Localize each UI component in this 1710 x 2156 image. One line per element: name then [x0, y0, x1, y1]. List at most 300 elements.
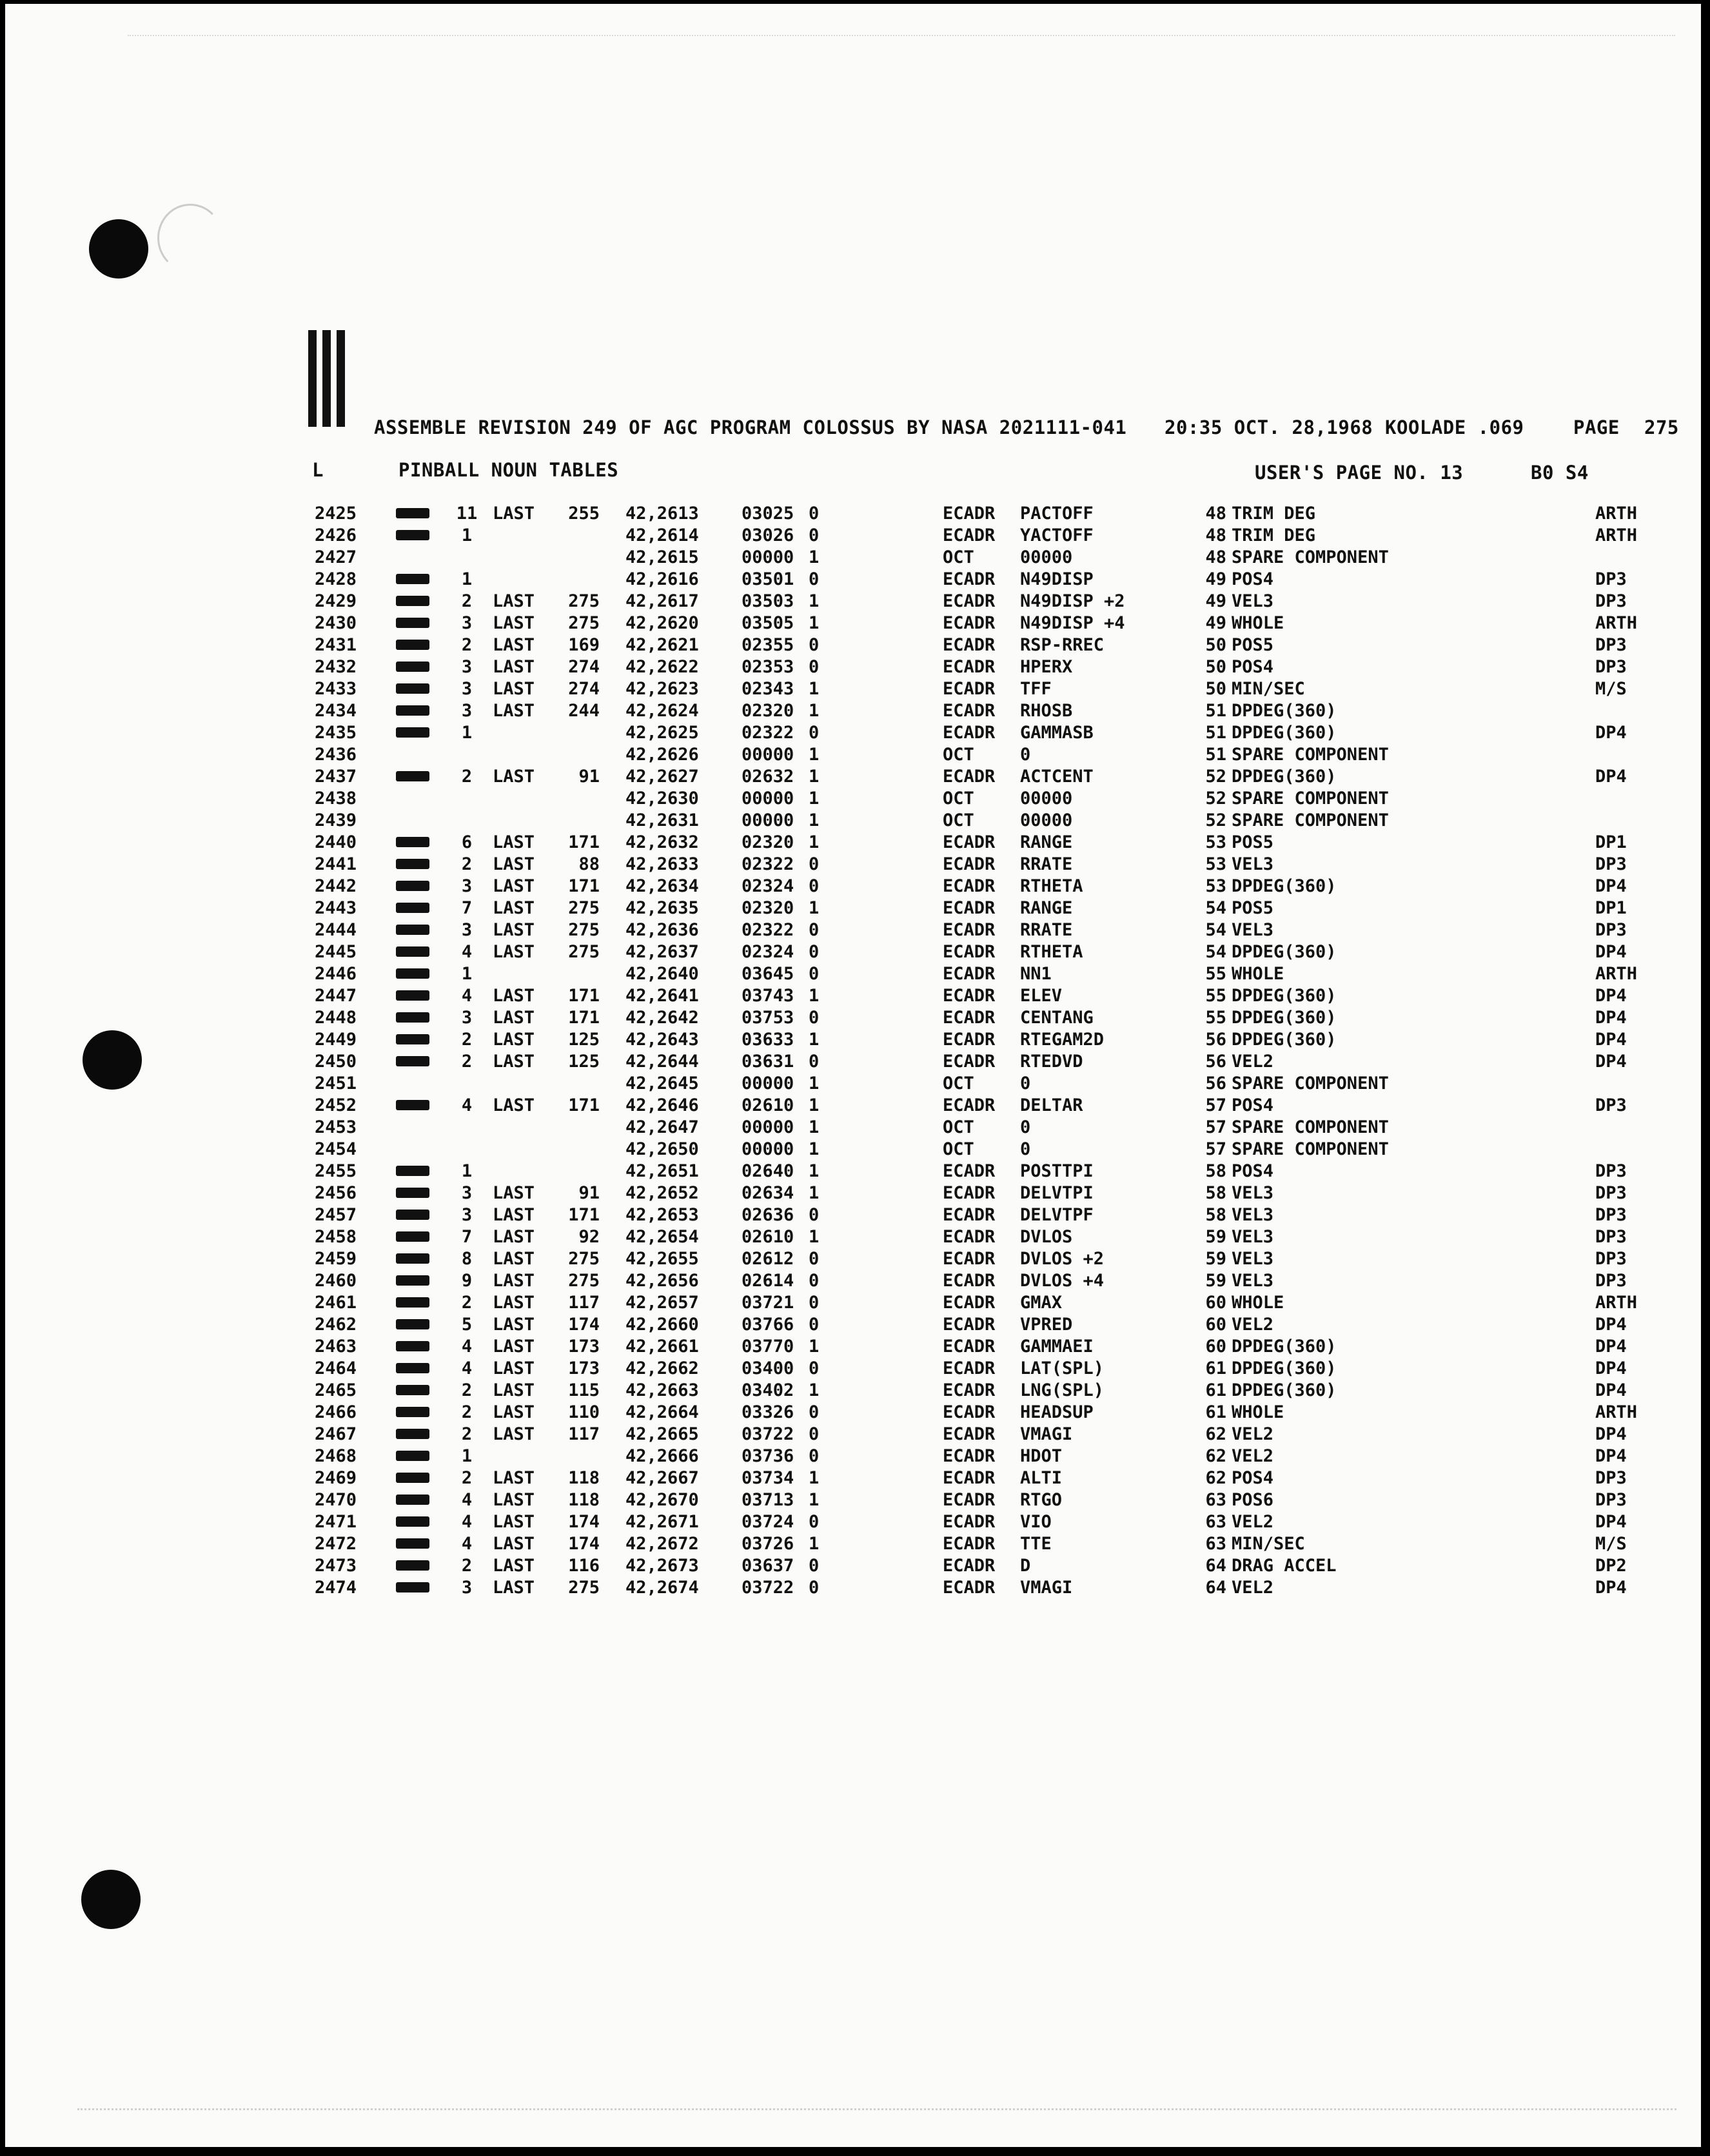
cell-addr: 42,2615: [625, 547, 699, 567]
cell-oct: 03721: [742, 1293, 794, 1313]
cell-mult: 2: [461, 591, 473, 611]
cell-name: RRATE: [1020, 920, 1073, 940]
bank-code: B0 S4: [1531, 462, 1589, 484]
cell-flag: 0: [809, 876, 820, 896]
cell-addr: 42,2671: [625, 1512, 699, 1532]
ref-mark: [396, 1538, 429, 1549]
cell-noun: 56: [1205, 1030, 1226, 1050]
cell-last: LAST: [493, 1402, 535, 1422]
cell-addr: 42,2662: [625, 1358, 699, 1378]
cell-noun: 50: [1205, 657, 1226, 677]
ref-mark: [396, 1341, 429, 1351]
cell-num: 2467: [315, 1424, 357, 1444]
cell-desc: VEL2: [1232, 1578, 1274, 1598]
ref-mark: [396, 1297, 429, 1308]
cell-scale: DP4: [1595, 1052, 1627, 1072]
cell-flag: 1: [809, 745, 820, 765]
cell-name: GAMMAEI: [1020, 1337, 1094, 1357]
cell-addr: 42,2646: [625, 1095, 699, 1115]
cell-mult: 2: [461, 1424, 473, 1444]
table-row: [0, 1424, 1710, 1446]
table-row: [0, 1380, 1710, 1402]
page-number: 275: [1644, 416, 1679, 438]
cell-last: LAST: [493, 1030, 535, 1050]
cell-scale: DP4: [1595, 1446, 1627, 1466]
cell-num: 2449: [315, 1030, 357, 1050]
table-row: [0, 832, 1710, 854]
table-row: [0, 1489, 1710, 1511]
cell-oct: 03025: [742, 504, 794, 524]
cell-addr: 42,2647: [625, 1117, 699, 1137]
cell-last: LAST: [493, 1424, 535, 1444]
cell-noun: 58: [1205, 1205, 1226, 1225]
table-row: [0, 1577, 1710, 1599]
cell-noun: 52: [1205, 767, 1226, 787]
cell-flag: 1: [809, 789, 820, 808]
cell-op: ECADR: [943, 1161, 996, 1181]
cell-name: DVLOS +4: [1020, 1271, 1105, 1291]
cell-flag: 1: [809, 767, 820, 787]
ref-mark: [396, 1516, 429, 1527]
cell-scale: DP3: [1595, 635, 1627, 655]
cell-name: DELVTPF: [1020, 1205, 1094, 1225]
table-row: [0, 1270, 1710, 1292]
cell-last: LAST: [493, 1380, 535, 1400]
cell-op: ECADR: [943, 1293, 996, 1313]
cell-noun: 63: [1205, 1534, 1226, 1554]
table-row: [0, 1182, 1710, 1204]
cell-name: VIO: [1020, 1512, 1052, 1532]
cell-last: LAST: [493, 1490, 535, 1510]
ref-mark: [396, 1210, 429, 1220]
cell-mult: 2: [461, 1293, 473, 1313]
cell-scale: DP3: [1595, 569, 1627, 589]
ref-mark: [396, 727, 429, 738]
cell-addr: 42,2672: [625, 1534, 699, 1554]
cell-num: 2457: [315, 1205, 357, 1225]
cell-addr: 42,2633: [625, 854, 699, 874]
cell-addr: 42,2665: [625, 1424, 699, 1444]
cell-lv: 174: [568, 1315, 600, 1335]
cell-num: 2438: [315, 789, 357, 808]
cell-num: 2464: [315, 1358, 357, 1378]
cell-mult: 3: [461, 679, 473, 699]
cell-addr: 42,2645: [625, 1073, 699, 1093]
cell-oct: 03400: [742, 1358, 794, 1378]
cell-desc: VEL2: [1232, 1315, 1274, 1335]
table-row: [0, 547, 1710, 569]
section-title: PINBALL NOUN TABLES: [398, 459, 619, 481]
cell-oct: 00000: [742, 789, 794, 808]
cell-noun: 52: [1205, 789, 1226, 808]
cell-num: 2435: [315, 723, 357, 743]
cell-name: D: [1020, 1556, 1031, 1576]
cell-mult: 4: [461, 986, 473, 1006]
cell-op: ECADR: [943, 1052, 996, 1072]
cell-op: ECADR: [943, 920, 996, 940]
cell-num: 2439: [315, 810, 357, 830]
cell-oct: 02640: [742, 1161, 794, 1181]
table-row: [0, 1117, 1710, 1139]
cell-oct: 02634: [742, 1183, 794, 1203]
cell-oct: 02355: [742, 635, 794, 655]
table-row: [0, 569, 1710, 591]
cell-desc: SPARE COMPONENT: [1232, 810, 1389, 830]
cell-scale: M/S: [1595, 1534, 1627, 1554]
margin-bars-mark: [308, 330, 353, 427]
cell-lv: 275: [568, 1578, 600, 1598]
cell-flag: 0: [809, 942, 820, 962]
cell-num: 2468: [315, 1446, 357, 1466]
table-row: [0, 854, 1710, 876]
cell-op: ECADR: [943, 1315, 996, 1335]
cell-scale: DP4: [1595, 1008, 1627, 1028]
cell-name: 0: [1020, 745, 1031, 765]
cell-desc: SPARE COMPONENT: [1232, 547, 1389, 567]
cell-noun: 59: [1205, 1227, 1226, 1247]
cell-name: ACTCENT: [1020, 767, 1094, 787]
cell-op: ECADR: [943, 1446, 996, 1466]
cell-op: ECADR: [943, 1578, 996, 1598]
cell-desc: DPDEG(360): [1232, 1030, 1337, 1050]
cell-name: 00000: [1020, 789, 1073, 808]
cell-name: 00000: [1020, 810, 1073, 830]
cell-oct: 03631: [742, 1052, 794, 1072]
cell-last: LAST: [493, 876, 535, 896]
cell-last: LAST: [493, 1052, 535, 1072]
ref-mark: [396, 1275, 429, 1286]
cell-last: LAST: [493, 613, 535, 633]
cell-addr: 42,2614: [625, 525, 699, 545]
cell-noun: 48: [1205, 525, 1226, 545]
cell-oct: 02320: [742, 832, 794, 852]
cell-addr: 42,2641: [625, 986, 699, 1006]
cell-op: ECADR: [943, 1030, 996, 1050]
cell-addr: 42,2657: [625, 1293, 699, 1313]
cell-noun: 62: [1205, 1468, 1226, 1488]
cell-noun: 54: [1205, 898, 1226, 918]
cell-num: 2430: [315, 613, 357, 633]
cell-scale: ARTH: [1595, 1293, 1638, 1313]
cell-flag: 0: [809, 657, 820, 677]
cell-op: OCT: [943, 547, 974, 567]
cell-scale: DP3: [1595, 1490, 1627, 1510]
cell-mult: 2: [461, 854, 473, 874]
cell-oct: 02636: [742, 1205, 794, 1225]
cell-mult: 7: [461, 1227, 473, 1247]
punch-hole-bottom: [81, 1870, 141, 1929]
cell-op: ECADR: [943, 1095, 996, 1115]
cell-op: ECADR: [943, 942, 996, 962]
cell-mult: 3: [461, 1578, 473, 1598]
cell-flag: 1: [809, 1337, 820, 1357]
ref-mark: [396, 859, 429, 869]
cell-flag: 0: [809, 1512, 820, 1532]
ref-mark: [396, 1056, 429, 1066]
cell-op: ECADR: [943, 898, 996, 918]
users-page-number: USER'S PAGE NO. 13: [1255, 462, 1464, 484]
table-row: [0, 985, 1710, 1007]
cell-op: ECADR: [943, 1534, 996, 1554]
cell-name: POSTTPI: [1020, 1161, 1094, 1181]
cell-op: ECADR: [943, 1468, 996, 1488]
cell-oct: 03726: [742, 1534, 794, 1554]
cell-oct: 03713: [742, 1490, 794, 1510]
cell-flag: 0: [809, 635, 820, 655]
cell-op: ECADR: [943, 657, 996, 677]
cell-name: N49DISP +4: [1020, 613, 1125, 633]
cell-lv: 115: [568, 1380, 600, 1400]
cell-op: ECADR: [943, 569, 996, 589]
cell-addr: 42,2673: [625, 1556, 699, 1576]
cell-desc: DPDEG(360): [1232, 1380, 1337, 1400]
cell-addr: 42,2666: [625, 1446, 699, 1466]
cell-oct: 02320: [742, 701, 794, 721]
ref-mark: [396, 1231, 429, 1242]
cell-mult: 3: [461, 876, 473, 896]
cell-desc: DPDEG(360): [1232, 942, 1337, 962]
cell-flag: 0: [809, 854, 820, 874]
cell-noun: 60: [1205, 1293, 1226, 1313]
cell-op: ECADR: [943, 591, 996, 611]
ref-mark: [396, 946, 429, 957]
cell-scale: DP4: [1595, 942, 1627, 962]
cell-addr: 42,2631: [625, 810, 699, 830]
cell-flag: 0: [809, 1008, 820, 1028]
cell-addr: 42,2626: [625, 745, 699, 765]
cell-scale: DP4: [1595, 1512, 1627, 1532]
cell-oct: 03505: [742, 613, 794, 633]
cell-last: LAST: [493, 832, 535, 852]
cell-name: LNG(SPL): [1020, 1380, 1105, 1400]
cell-desc: SPARE COMPONENT: [1232, 1073, 1389, 1093]
cell-noun: 58: [1205, 1161, 1226, 1181]
cell-desc: WHOLE: [1232, 613, 1284, 633]
cell-lv: 171: [568, 876, 600, 896]
cell-addr: 42,2620: [625, 613, 699, 633]
cell-flag: 1: [809, 547, 820, 567]
cell-num: 2461: [315, 1293, 357, 1313]
cell-noun: 63: [1205, 1512, 1226, 1532]
cell-flag: 0: [809, 1052, 820, 1072]
cell-desc: POS4: [1232, 1161, 1274, 1181]
cell-addr: 42,2622: [625, 657, 699, 677]
table-row: [0, 1051, 1710, 1073]
cell-desc: VEL3: [1232, 920, 1274, 940]
cell-num: 2447: [315, 986, 357, 1006]
table-row: [0, 919, 1710, 941]
cell-oct: 03402: [742, 1380, 794, 1400]
table-row: [0, 525, 1710, 547]
cell-desc: VEL3: [1232, 1271, 1274, 1291]
cell-name: DVLOS +2: [1020, 1249, 1105, 1269]
cell-mult: 1: [461, 723, 473, 743]
cell-lv: 125: [568, 1030, 600, 1050]
cell-num: 2466: [315, 1402, 357, 1422]
ref-mark: [396, 1100, 429, 1110]
cell-scale: DP4: [1595, 1030, 1627, 1050]
cell-lv: 116: [568, 1556, 600, 1576]
cell-num: 2452: [315, 1095, 357, 1115]
cell-desc: POS4: [1232, 1468, 1274, 1488]
cell-flag: 1: [809, 1534, 820, 1554]
cell-addr: 42,2674: [625, 1578, 699, 1598]
cell-mult: 2: [461, 1556, 473, 1576]
cell-name: N49DISP +2: [1020, 591, 1125, 611]
table-row: [0, 766, 1710, 788]
cell-noun: 62: [1205, 1446, 1226, 1466]
cell-mult: 4: [461, 1512, 473, 1532]
cell-oct: 02322: [742, 920, 794, 940]
cell-addr: 42,2613: [625, 504, 699, 524]
cell-desc: POS4: [1232, 1095, 1274, 1115]
cell-num: 2472: [315, 1534, 357, 1554]
cell-addr: 42,2625: [625, 723, 699, 743]
cell-num: 2440: [315, 832, 357, 852]
table-row: [0, 744, 1710, 766]
cell-desc: SPARE COMPONENT: [1232, 745, 1389, 765]
ref-mark: [396, 1582, 429, 1592]
ref-mark: [396, 1034, 429, 1044]
cell-last: LAST: [493, 1512, 535, 1532]
cell-last: LAST: [493, 1205, 535, 1225]
cell-desc: DPDEG(360): [1232, 986, 1337, 1006]
cell-desc: SPARE COMPONENT: [1232, 1139, 1389, 1159]
cell-lv: 117: [568, 1293, 600, 1313]
cell-lv: 171: [568, 832, 600, 852]
cell-noun: 55: [1205, 964, 1226, 984]
cell-num: 2456: [315, 1183, 357, 1203]
ref-mark: [396, 1473, 429, 1483]
cell-addr: 42,2663: [625, 1380, 699, 1400]
cell-lv: 255: [568, 504, 600, 524]
cell-lv: 169: [568, 635, 600, 655]
table-row: [0, 897, 1710, 919]
ref-mark: [396, 1188, 429, 1198]
cell-num: 2462: [315, 1315, 357, 1335]
cell-flag: 0: [809, 1424, 820, 1444]
cell-last: LAST: [493, 1227, 535, 1247]
cell-desc: DPDEG(360): [1232, 876, 1337, 896]
cell-flag: 0: [809, 1271, 820, 1291]
cell-noun: 64: [1205, 1578, 1226, 1598]
cell-name: TFF: [1020, 679, 1052, 699]
cell-noun: 58: [1205, 1183, 1226, 1203]
cell-scale: ARTH: [1595, 964, 1638, 984]
cell-desc: WHOLE: [1232, 1293, 1284, 1313]
table-row: [0, 1511, 1710, 1533]
cell-mult: 5: [461, 1315, 473, 1335]
cell-oct: 03743: [742, 986, 794, 1006]
cell-noun: 49: [1205, 613, 1226, 633]
cell-lv: 275: [568, 1249, 600, 1269]
cell-desc: DPDEG(360): [1232, 701, 1337, 721]
ref-mark: [396, 618, 429, 628]
cell-name: RTEDVD: [1020, 1052, 1083, 1072]
cell-last: LAST: [493, 1249, 535, 1269]
cell-flag: 0: [809, 964, 820, 984]
cell-num: 2441: [315, 854, 357, 874]
cell-scale: DP4: [1595, 1358, 1627, 1378]
table-row: [0, 1226, 1710, 1248]
cell-last: LAST: [493, 1095, 535, 1115]
cell-addr: 42,2650: [625, 1139, 699, 1159]
cell-lv: 275: [568, 613, 600, 633]
ref-mark: [396, 1494, 429, 1505]
table-row: [0, 634, 1710, 656]
cell-op: ECADR: [943, 832, 996, 852]
cell-last: LAST: [493, 1008, 535, 1028]
cell-last: LAST: [493, 657, 535, 677]
cell-oct: 03645: [742, 964, 794, 984]
cell-last: LAST: [493, 986, 535, 1006]
cell-op: OCT: [943, 789, 974, 808]
cell-op: ECADR: [943, 876, 996, 896]
cell-name: YACTOFF: [1020, 525, 1094, 545]
cell-noun: 57: [1205, 1095, 1226, 1115]
cell-num: 2463: [315, 1337, 357, 1357]
cell-lv: 92: [578, 1227, 600, 1247]
cell-flag: 0: [809, 1402, 820, 1422]
cell-op: OCT: [943, 1117, 974, 1137]
cell-num: 2446: [315, 964, 357, 984]
cell-scale: DP3: [1595, 920, 1627, 940]
cell-scale: ARTH: [1595, 1402, 1638, 1422]
cell-flag: 0: [809, 569, 820, 589]
cell-last: LAST: [493, 1183, 535, 1203]
cell-scale: DP4: [1595, 1578, 1627, 1598]
cell-mult: 2: [461, 767, 473, 787]
cell-addr: 42,2632: [625, 832, 699, 852]
cell-lv: 118: [568, 1468, 600, 1488]
cell-oct: 02322: [742, 854, 794, 874]
cell-name: DELTAR: [1020, 1095, 1083, 1115]
cell-desc: POS4: [1232, 569, 1274, 589]
ref-mark: [396, 925, 429, 935]
cell-last: LAST: [493, 1578, 535, 1598]
cell-name: CENTANG: [1020, 1008, 1094, 1028]
cell-desc: SPARE COMPONENT: [1232, 789, 1389, 808]
cell-noun: 50: [1205, 635, 1226, 655]
cell-addr: 42,2634: [625, 876, 699, 896]
cell-addr: 42,2617: [625, 591, 699, 611]
cell-num: 2470: [315, 1490, 357, 1510]
cell-oct: 03326: [742, 1402, 794, 1422]
cell-name: 0: [1020, 1117, 1031, 1137]
cell-flag: 1: [809, 679, 820, 699]
cell-flag: 0: [809, 1293, 820, 1313]
cell-op: OCT: [943, 745, 974, 765]
cell-mult: 9: [461, 1271, 473, 1291]
cell-oct: 00000: [742, 1073, 794, 1093]
cell-noun: 59: [1205, 1271, 1226, 1291]
cell-last: LAST: [493, 1293, 535, 1313]
cell-desc: POS4: [1232, 657, 1274, 677]
job-name: KOOLADE .069: [1385, 416, 1524, 438]
table-row: [0, 788, 1710, 810]
cell-oct: 02353: [742, 657, 794, 677]
cell-last: LAST: [493, 504, 535, 524]
table-row: [0, 1292, 1710, 1314]
cell-lv: 173: [568, 1337, 600, 1357]
cell-num: 2427: [315, 547, 357, 567]
cell-name: RTEGAM2D: [1020, 1030, 1105, 1050]
cell-op: ECADR: [943, 986, 996, 1006]
cell-mult: 1: [461, 964, 473, 984]
cell-flag: 0: [809, 525, 820, 545]
cell-flag: 1: [809, 1227, 820, 1247]
table-row: [0, 1314, 1710, 1336]
